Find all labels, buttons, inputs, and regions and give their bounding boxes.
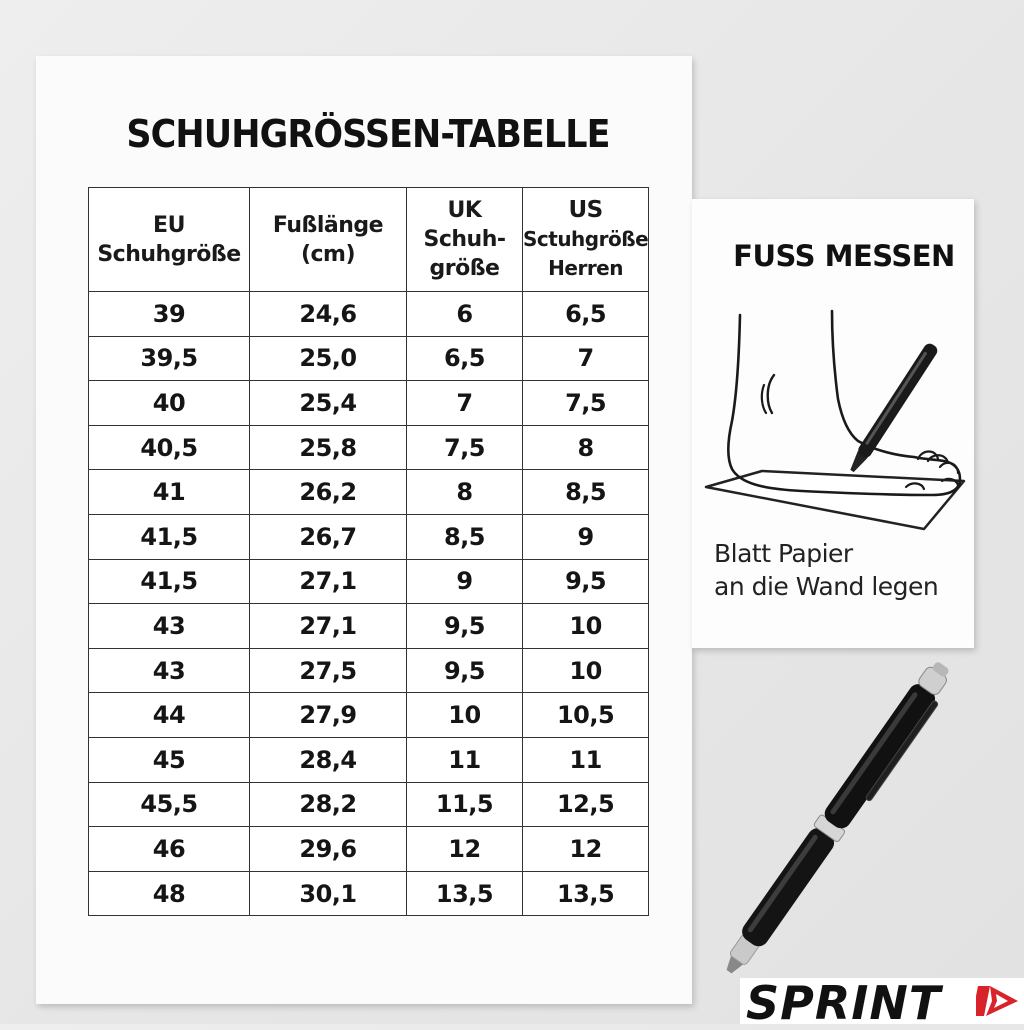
header-foot-length [250, 188, 407, 292]
cell-us: 12,5 [523, 782, 649, 827]
cell-us: 11 [523, 737, 649, 782]
cell-eu: 46 [89, 827, 250, 872]
table-row [89, 871, 649, 916]
cell-eu: 48 [89, 871, 250, 916]
table-row [89, 827, 649, 872]
header-eu-line-1: EU [153, 212, 185, 238]
cell-uk: 8,5 [407, 514, 523, 559]
cell-us: 10,5 [523, 693, 649, 738]
header-us-line-2: Sctuhgröße [523, 227, 649, 251]
table-row [89, 381, 649, 426]
cell-uk: 7,5 [407, 425, 523, 470]
cell-length: 25,4 [250, 381, 407, 426]
red-arrow-mark-icon [976, 982, 1022, 1020]
cell-uk: 7 [407, 381, 523, 426]
cell-us: 8 [523, 425, 649, 470]
cell-uk: 6 [407, 292, 523, 337]
cell-length: 25,0 [250, 336, 407, 381]
header-eu-size [89, 188, 250, 292]
header-us-line-1: US [568, 197, 603, 223]
size-table [88, 187, 649, 916]
cell-uk: 11 [407, 737, 523, 782]
cell-uk: 8 [407, 470, 523, 515]
cell-uk: 9,5 [407, 648, 523, 693]
cell-eu: 39,5 [89, 336, 250, 381]
table-row [89, 514, 649, 559]
table-row [89, 336, 649, 381]
table-row [89, 470, 649, 515]
cell-uk: 11,5 [407, 782, 523, 827]
cell-uk: 6,5 [407, 336, 523, 381]
card-caption [714, 537, 964, 603]
ballpoint-pen-icon [690, 620, 990, 1000]
cell-eu: 39 [89, 292, 250, 337]
cell-uk: 9 [407, 559, 523, 604]
header-eu-line-2: Schuhgröße [97, 241, 241, 267]
cell-us: 10 [523, 604, 649, 649]
cell-length: 29,6 [250, 827, 407, 872]
table-row [89, 425, 649, 470]
cell-length: 26,2 [250, 470, 407, 515]
cell-uk: 13,5 [407, 871, 523, 916]
cell-eu: 40,5 [89, 425, 250, 470]
cell-us: 10 [523, 648, 649, 693]
header-uk-line-2: Schuh- [423, 227, 506, 252]
header-length-line-1: Fußlänge [272, 212, 384, 238]
cell-length: 28,2 [250, 782, 407, 827]
cell-length: 27,1 [250, 604, 407, 649]
cell-eu: 41,5 [89, 559, 250, 604]
table-row [89, 693, 649, 738]
header-uk-line-1: UK [447, 198, 482, 223]
cell-eu: 43 [89, 604, 250, 649]
cell-length: 24,6 [250, 292, 407, 337]
header-us-line-3: Herren [548, 256, 623, 280]
cell-us: 6,5 [523, 292, 649, 337]
cell-eu: 43 [89, 648, 250, 693]
cell-us: 9 [523, 514, 649, 559]
table-row [89, 292, 649, 337]
cell-eu: 41,5 [89, 514, 250, 559]
header-uk-size [407, 188, 523, 292]
table-row [89, 604, 649, 649]
logo-text: SPRINT [746, 976, 942, 1030]
card-title: FUSS MESSEN [733, 239, 955, 273]
header-length-line-2: (cm) [300, 241, 356, 267]
cell-length: 27,9 [250, 693, 407, 738]
cell-eu: 45,5 [89, 782, 250, 827]
cell-us: 8,5 [523, 470, 649, 515]
header-uk-line-3: größe [429, 256, 500, 281]
cell-length: 27,5 [250, 648, 407, 693]
brand-logo [740, 976, 1024, 1030]
caption-line-1: Blatt Papier [714, 539, 853, 568]
cell-length: 30,1 [250, 871, 407, 916]
measure-card [692, 199, 974, 648]
table-row [89, 782, 649, 827]
table-row [89, 559, 649, 604]
header-us-size [523, 188, 649, 292]
cell-eu: 44 [89, 693, 250, 738]
table-row [89, 737, 649, 782]
table-row [89, 648, 649, 693]
cell-us: 7 [523, 336, 649, 381]
cell-us: 13,5 [523, 871, 649, 916]
page-title: SCHUHGRÖSSEN-TABELLE [126, 112, 610, 156]
cell-uk: 10 [407, 693, 523, 738]
cell-uk: 12 [407, 827, 523, 872]
caption-line-2: an die Wand legen [714, 572, 939, 601]
table-body [89, 292, 649, 916]
cell-length: 26,7 [250, 514, 407, 559]
cell-eu: 40 [89, 381, 250, 426]
table-header-row [89, 188, 649, 292]
cell-length: 25,8 [250, 425, 407, 470]
cell-length: 27,1 [250, 559, 407, 604]
cell-us: 9,5 [523, 559, 649, 604]
cell-us: 7,5 [523, 381, 649, 426]
cell-eu: 45 [89, 737, 250, 782]
cell-us: 12 [523, 827, 649, 872]
cell-uk: 9,5 [407, 604, 523, 649]
cell-length: 28,4 [250, 737, 407, 782]
foot-tracing-icon [692, 299, 974, 539]
cell-eu: 41 [89, 470, 250, 515]
